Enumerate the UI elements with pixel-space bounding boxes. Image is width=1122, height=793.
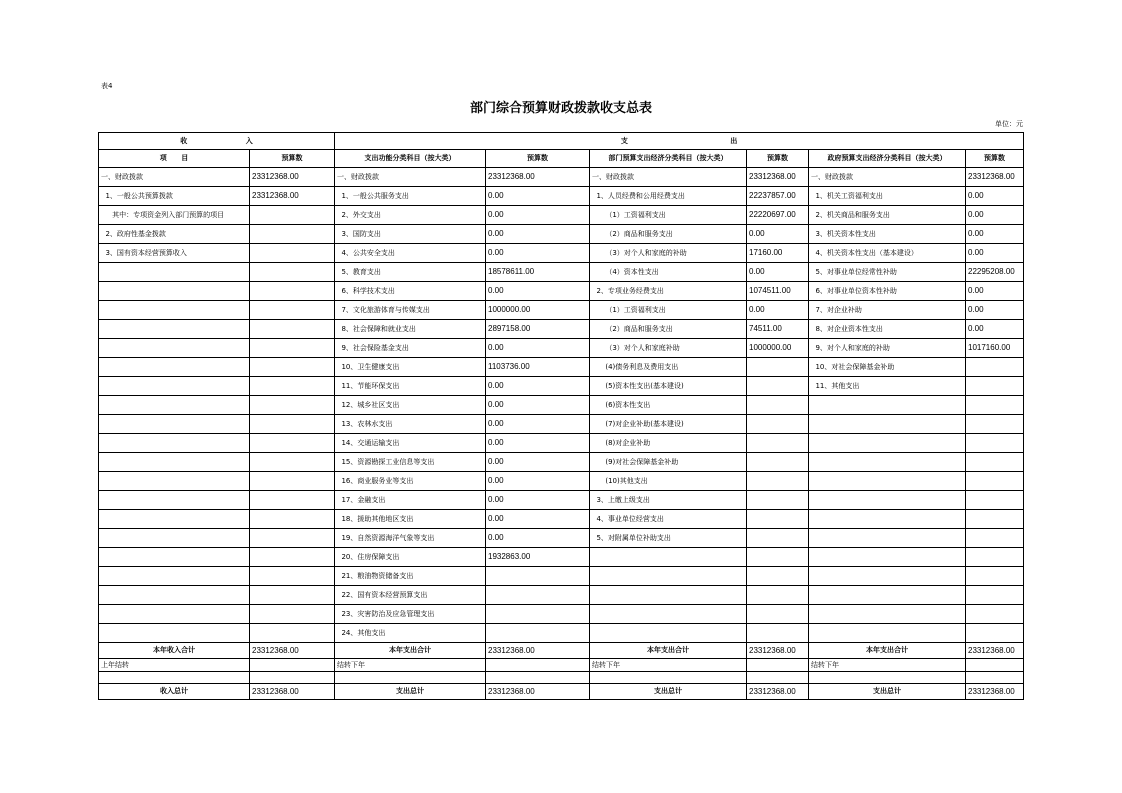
item-name-cell: 7、对企业补助 <box>809 301 966 320</box>
item-name-cell: 20、住房保障支出 <box>335 548 486 567</box>
budget-amount-cell: 0.00 <box>486 529 590 548</box>
budget-amount-cell: 0.00 <box>486 434 590 453</box>
item-name-cell: （2）商品和服务支出 <box>590 225 747 244</box>
item-name-cell: 一、财政拨款 <box>335 168 486 187</box>
budget-amount-cell: 23312368.00 <box>747 168 809 187</box>
item-name-cell <box>99 396 250 415</box>
budget-amount-cell <box>250 282 335 301</box>
item-name-cell: 11、其他支出 <box>809 377 966 396</box>
blank-row <box>99 672 1024 684</box>
budget-amount-cell <box>966 396 1024 415</box>
item-name-cell <box>99 567 250 586</box>
item-name-cell: 2、政府性基金拨款 <box>99 225 250 244</box>
budget-amount-cell <box>486 605 590 624</box>
budget-amount-cell <box>966 472 1024 491</box>
item-name-cell <box>809 624 966 643</box>
budget-amount-cell <box>747 624 809 643</box>
item-name-cell: 9、社会保险基金支出 <box>335 339 486 358</box>
item-name-cell <box>590 567 747 586</box>
table-row <box>99 548 1024 567</box>
item-name-cell <box>99 377 250 396</box>
table-row <box>99 225 1024 244</box>
item-name-cell: 其中：专项资金列入部门预算的项目 <box>99 206 250 225</box>
budget-amount-cell <box>747 415 809 434</box>
budget-amount-cell <box>250 586 335 605</box>
budget-amount-cell <box>966 624 1024 643</box>
budget-amount-cell <box>250 567 335 586</box>
item-name-cell: 15、资源勘探工业信息等支出 <box>335 453 486 472</box>
item-name-cell: 本年支出合计 <box>590 643 747 659</box>
budget-amount-cell: 23312368.00 <box>250 643 335 659</box>
empty-cell <box>486 672 590 684</box>
budget-amount-cell: 23312368.00 <box>966 643 1024 659</box>
item-name-cell <box>99 548 250 567</box>
item-name-cell: 本年收入合计 <box>99 643 250 659</box>
budget-amount-cell <box>486 586 590 605</box>
budget-amount-cell: 17160.00 <box>747 244 809 263</box>
budget-amount-cell: 23312368.00 <box>747 684 809 700</box>
budget-amount-cell <box>250 377 335 396</box>
item-name-cell <box>809 567 966 586</box>
budget-summary-table <box>98 132 1024 700</box>
budget-amount-cell <box>250 339 335 358</box>
item-name-cell: 结转下年 <box>335 659 486 672</box>
item-name-cell: 本年支出合计 <box>335 643 486 659</box>
budget-amount-cell: 1103736.00 <box>486 358 590 377</box>
budget-amount-cell <box>486 567 590 586</box>
budget-amount-cell <box>747 434 809 453</box>
budget-amount-cell: 0.00 <box>486 282 590 301</box>
item-name-cell: 1、一般公共预算拨款 <box>99 187 250 206</box>
item-name-cell: 支出总计 <box>335 684 486 700</box>
item-name-cell: 8、社会保障和就业支出 <box>335 320 486 339</box>
budget-amount-cell: 0.00 <box>486 225 590 244</box>
item-name-cell <box>590 586 747 605</box>
budget-amount-cell <box>966 586 1024 605</box>
item-name-cell <box>99 339 250 358</box>
item-name-cell: 支出总计 <box>809 684 966 700</box>
budget-amount-cell: 0.00 <box>486 339 590 358</box>
table-row <box>99 434 1024 453</box>
column-header: 预算数 <box>486 150 590 168</box>
item-name-cell: (6)资本性支出 <box>590 396 747 415</box>
budget-amount-cell: 23312368.00 <box>486 643 590 659</box>
table-row <box>99 624 1024 643</box>
item-name-cell: 9、对个人和家庭的补助 <box>809 339 966 358</box>
item-name-cell: 7、文化旅游体育与传媒支出 <box>335 301 486 320</box>
budget-amount-cell: 0.00 <box>966 320 1024 339</box>
budget-amount-cell: 0.00 <box>966 282 1024 301</box>
budget-amount-cell: 1074511.00 <box>747 282 809 301</box>
budget-amount-cell: 0.00 <box>966 225 1024 244</box>
item-name-cell <box>809 491 966 510</box>
budget-amount-cell <box>250 472 335 491</box>
budget-amount-cell: 0.00 <box>486 377 590 396</box>
item-name-cell: 10、卫生健康支出 <box>335 358 486 377</box>
budget-amount-cell: 22295208.00 <box>966 263 1024 282</box>
budget-amount-cell <box>250 301 335 320</box>
item-name-cell <box>99 624 250 643</box>
item-name-cell <box>99 263 250 282</box>
budget-amount-cell: 0.00 <box>486 472 590 491</box>
budget-amount-cell <box>250 548 335 567</box>
empty-cell <box>747 672 809 684</box>
budget-amount-cell <box>250 263 335 282</box>
budget-amount-cell: 1000000.00 <box>486 301 590 320</box>
item-name-cell: (10)其他支出 <box>590 472 747 491</box>
item-name-cell: 18、援助其他地区支出 <box>335 510 486 529</box>
item-name-cell: （1）工资福利支出 <box>590 301 747 320</box>
item-name-cell: 结转下年 <box>809 659 966 672</box>
budget-amount-cell: 23312368.00 <box>486 684 590 700</box>
budget-amount-cell: 23312368.00 <box>966 168 1024 187</box>
column-header: 部门预算支出经济分类科目（按大类） <box>590 150 747 168</box>
item-name-cell: （1）工资福利支出 <box>590 206 747 225</box>
item-name-cell: 3、机关资本性支出 <box>809 225 966 244</box>
budget-amount-cell: 23312368.00 <box>250 168 335 187</box>
table-row <box>99 168 1024 187</box>
budget-amount-cell <box>966 529 1024 548</box>
item-name-cell <box>99 358 250 377</box>
budget-amount-cell <box>486 659 590 672</box>
item-name-cell: 2、专项业务经费支出 <box>590 282 747 301</box>
table-row <box>99 301 1024 320</box>
column-header: 支出功能分类科目（按大类） <box>335 150 486 168</box>
budget-amount-cell: 0.00 <box>747 225 809 244</box>
item-name-cell: 21、粮油物资储备支出 <box>335 567 486 586</box>
item-name-cell <box>809 586 966 605</box>
table-row <box>99 529 1024 548</box>
budget-amount-cell <box>966 434 1024 453</box>
table-row <box>99 472 1024 491</box>
item-name-cell <box>809 415 966 434</box>
item-name-cell: 12、城乡社区支出 <box>335 396 486 415</box>
item-name-cell: 16、商业服务业等支出 <box>335 472 486 491</box>
item-name-cell <box>809 396 966 415</box>
budget-amount-cell <box>747 567 809 586</box>
item-name-cell <box>99 320 250 339</box>
item-name-cell: (9)对社会保障基金补助 <box>590 453 747 472</box>
budget-amount-cell <box>747 529 809 548</box>
budget-amount-cell: 0.00 <box>486 244 590 263</box>
budget-amount-cell <box>747 548 809 567</box>
item-name-cell: 2、机关商品和服务支出 <box>809 206 966 225</box>
item-name-cell <box>99 586 250 605</box>
budget-amount-cell <box>747 605 809 624</box>
budget-amount-cell <box>250 529 335 548</box>
budget-amount-cell: 0.00 <box>486 510 590 529</box>
item-name-cell: 1、人员经费和公用经费支出 <box>590 187 747 206</box>
budget-amount-cell: 23312368.00 <box>250 684 335 700</box>
item-name-cell: (7)对企业补助(基本建设) <box>590 415 747 434</box>
budget-amount-cell <box>747 472 809 491</box>
budget-amount-cell: 0.00 <box>486 396 590 415</box>
item-name-cell: (5)资本性支出(基本建设) <box>590 377 747 396</box>
budget-amount-cell: 2897158.00 <box>486 320 590 339</box>
table-row <box>99 605 1024 624</box>
item-name-cell: 支出总计 <box>590 684 747 700</box>
budget-amount-cell: 23312368.00 <box>486 168 590 187</box>
item-name-cell <box>809 453 966 472</box>
item-name-cell: 11、节能环保支出 <box>335 377 486 396</box>
table-row <box>99 491 1024 510</box>
unit-label: 单位：元 <box>995 120 1023 128</box>
item-name-cell: 3、国防支出 <box>335 225 486 244</box>
item-name-cell: 4、事业单位经营支出 <box>590 510 747 529</box>
budget-amount-cell <box>966 605 1024 624</box>
item-name-cell <box>99 491 250 510</box>
carry-over-row <box>99 659 1024 672</box>
budget-amount-cell <box>250 320 335 339</box>
budget-amount-cell <box>747 453 809 472</box>
budget-amount-cell: 23312368.00 <box>250 187 335 206</box>
empty-cell <box>335 672 486 684</box>
income-section-header: 收 入 <box>99 133 335 150</box>
item-name-cell <box>99 605 250 624</box>
item-name-cell: 结转下年 <box>590 659 747 672</box>
column-header: 预算数 <box>966 150 1024 168</box>
item-name-cell <box>590 548 747 567</box>
item-name-cell: 4、机关资本性支出（基本建设） <box>809 244 966 263</box>
item-name-cell <box>809 605 966 624</box>
budget-amount-cell: 22237857.00 <box>747 187 809 206</box>
item-name-cell <box>809 472 966 491</box>
item-name-cell <box>99 529 250 548</box>
budget-amount-cell: 0.00 <box>486 206 590 225</box>
budget-amount-cell <box>250 491 335 510</box>
budget-amount-cell <box>966 659 1024 672</box>
year-total-row <box>99 643 1024 659</box>
budget-amount-cell <box>250 453 335 472</box>
item-name-cell: 14、交通运输支出 <box>335 434 486 453</box>
item-name-cell: 5、教育支出 <box>335 263 486 282</box>
item-name-cell: （3）对个人和家庭的补助 <box>590 244 747 263</box>
budget-amount-cell: 74511.00 <box>747 320 809 339</box>
budget-amount-cell: 0.00 <box>747 301 809 320</box>
empty-cell <box>966 672 1024 684</box>
table-row <box>99 377 1024 396</box>
budget-amount-cell <box>250 659 335 672</box>
item-name-cell: 1、一般公共服务支出 <box>335 187 486 206</box>
table-row <box>99 358 1024 377</box>
budget-amount-cell <box>250 206 335 225</box>
item-name-cell: 一、财政拨款 <box>809 168 966 187</box>
item-name-cell: 1、机关工资福利支出 <box>809 187 966 206</box>
budget-amount-cell <box>966 358 1024 377</box>
item-name-cell: 上年结转 <box>99 659 250 672</box>
budget-amount-cell: 0.00 <box>966 301 1024 320</box>
item-name-cell: 19、自然资源海洋气象等支出 <box>335 529 486 548</box>
column-header: 项 目 <box>99 150 250 168</box>
budget-amount-cell <box>250 434 335 453</box>
item-name-cell <box>99 415 250 434</box>
item-name-cell: 一、财政拨款 <box>590 168 747 187</box>
item-name-cell: 收入总计 <box>99 684 250 700</box>
item-name-cell: 22、国有资本经营预算支出 <box>335 586 486 605</box>
budget-amount-cell <box>747 358 809 377</box>
budget-amount-cell <box>747 396 809 415</box>
column-header: 预算数 <box>250 150 335 168</box>
budget-amount-cell <box>250 396 335 415</box>
budget-amount-cell: 0.00 <box>966 244 1024 263</box>
item-name-cell: （3）对个人和家庭补助 <box>590 339 747 358</box>
item-name-cell <box>809 529 966 548</box>
table-row <box>99 396 1024 415</box>
column-header: 预算数 <box>747 150 809 168</box>
budget-amount-cell <box>966 567 1024 586</box>
table-row <box>99 415 1024 434</box>
budget-amount-cell <box>486 624 590 643</box>
budget-amount-cell: 1932863.00 <box>486 548 590 567</box>
item-name-cell: 本年支出合计 <box>809 643 966 659</box>
item-name-cell: 24、其他支出 <box>335 624 486 643</box>
expense-section-header: 支 出 <box>335 133 1024 150</box>
budget-amount-cell <box>966 415 1024 434</box>
item-name-cell <box>809 548 966 567</box>
empty-cell <box>809 672 966 684</box>
item-name-cell <box>809 510 966 529</box>
table-row <box>99 586 1024 605</box>
budget-amount-cell: 18578611.00 <box>486 263 590 282</box>
item-name-cell: 3、国有资本经营预算收入 <box>99 244 250 263</box>
item-name-cell: 5、对附属单位补助支出 <box>590 529 747 548</box>
item-name-cell: 5、对事业单位经常性补助 <box>809 263 966 282</box>
budget-amount-cell <box>250 605 335 624</box>
item-name-cell: 17、金融支出 <box>335 491 486 510</box>
item-name-cell <box>99 453 250 472</box>
budget-amount-cell <box>747 491 809 510</box>
table-row <box>99 206 1024 225</box>
item-name-cell <box>99 472 250 491</box>
item-name-cell: 13、农林水支出 <box>335 415 486 434</box>
item-name-cell <box>590 624 747 643</box>
table-row <box>99 263 1024 282</box>
empty-cell <box>99 672 250 684</box>
item-name-cell <box>809 434 966 453</box>
item-name-cell: 23、灾害防治及应急管理支出 <box>335 605 486 624</box>
table-row <box>99 453 1024 472</box>
budget-amount-cell <box>966 510 1024 529</box>
item-name-cell: 3、上缴上级支出 <box>590 491 747 510</box>
table-number-label: 表4 <box>101 82 113 90</box>
item-name-cell: 6、科学技术支出 <box>335 282 486 301</box>
table-row <box>99 244 1024 263</box>
item-name-cell: （4）资本性支出 <box>590 263 747 282</box>
budget-amount-cell <box>250 415 335 434</box>
item-name-cell: 8、对企业资本性支出 <box>809 320 966 339</box>
budget-amount-cell <box>747 586 809 605</box>
budget-amount-cell <box>747 510 809 529</box>
budget-amount-cell: 0.00 <box>486 187 590 206</box>
item-name-cell <box>99 510 250 529</box>
page-title: 部门综合预算财政拨款收支总表 <box>469 101 652 116</box>
budget-amount-cell: 0.00 <box>486 415 590 434</box>
table-row <box>99 320 1024 339</box>
budget-amount-cell: 0.00 <box>966 206 1024 225</box>
budget-amount-cell <box>966 453 1024 472</box>
item-name-cell: （2）商品和服务支出 <box>590 320 747 339</box>
empty-cell <box>590 672 747 684</box>
table-row <box>99 567 1024 586</box>
item-name-cell <box>590 605 747 624</box>
item-name-cell <box>99 282 250 301</box>
budget-amount-cell <box>966 377 1024 396</box>
budget-amount-cell: 22220697.00 <box>747 206 809 225</box>
budget-amount-cell: 0.00 <box>966 187 1024 206</box>
budget-amount-cell: 0.00 <box>747 263 809 282</box>
budget-amount-cell: 0.00 <box>486 491 590 510</box>
budget-amount-cell: 23312368.00 <box>747 643 809 659</box>
budget-amount-cell <box>250 358 335 377</box>
table-row <box>99 282 1024 301</box>
budget-amount-cell <box>747 377 809 396</box>
item-name-cell: (8)对企业补助 <box>590 434 747 453</box>
budget-amount-cell <box>966 548 1024 567</box>
budget-amount-cell: 23312368.00 <box>966 684 1024 700</box>
budget-amount-cell <box>250 510 335 529</box>
item-name-cell: 一、财政拨款 <box>99 168 250 187</box>
item-name-cell: 6、对事业单位资本性补助 <box>809 282 966 301</box>
budget-amount-cell: 0.00 <box>486 453 590 472</box>
empty-cell <box>250 672 335 684</box>
grand-total-row <box>99 684 1024 700</box>
budget-amount-cell: 1017160.00 <box>966 339 1024 358</box>
item-name-cell <box>99 434 250 453</box>
table-row <box>99 339 1024 358</box>
item-name-cell <box>99 301 250 320</box>
budget-amount-cell <box>250 225 335 244</box>
item-name-cell: 2、外交支出 <box>335 206 486 225</box>
item-name-cell: 10、对社会保障基金补助 <box>809 358 966 377</box>
column-header: 政府预算支出经济分类科目（按大类） <box>809 150 966 168</box>
budget-amount-cell <box>747 659 809 672</box>
item-name-cell: 4、公共安全支出 <box>335 244 486 263</box>
table-row <box>99 187 1024 206</box>
budget-amount-cell <box>250 244 335 263</box>
budget-amount-cell <box>966 491 1024 510</box>
item-name-cell: (4)债务利息及费用支出 <box>590 358 747 377</box>
budget-amount-cell <box>250 624 335 643</box>
table-row <box>99 510 1024 529</box>
budget-amount-cell: 1000000.00 <box>747 339 809 358</box>
